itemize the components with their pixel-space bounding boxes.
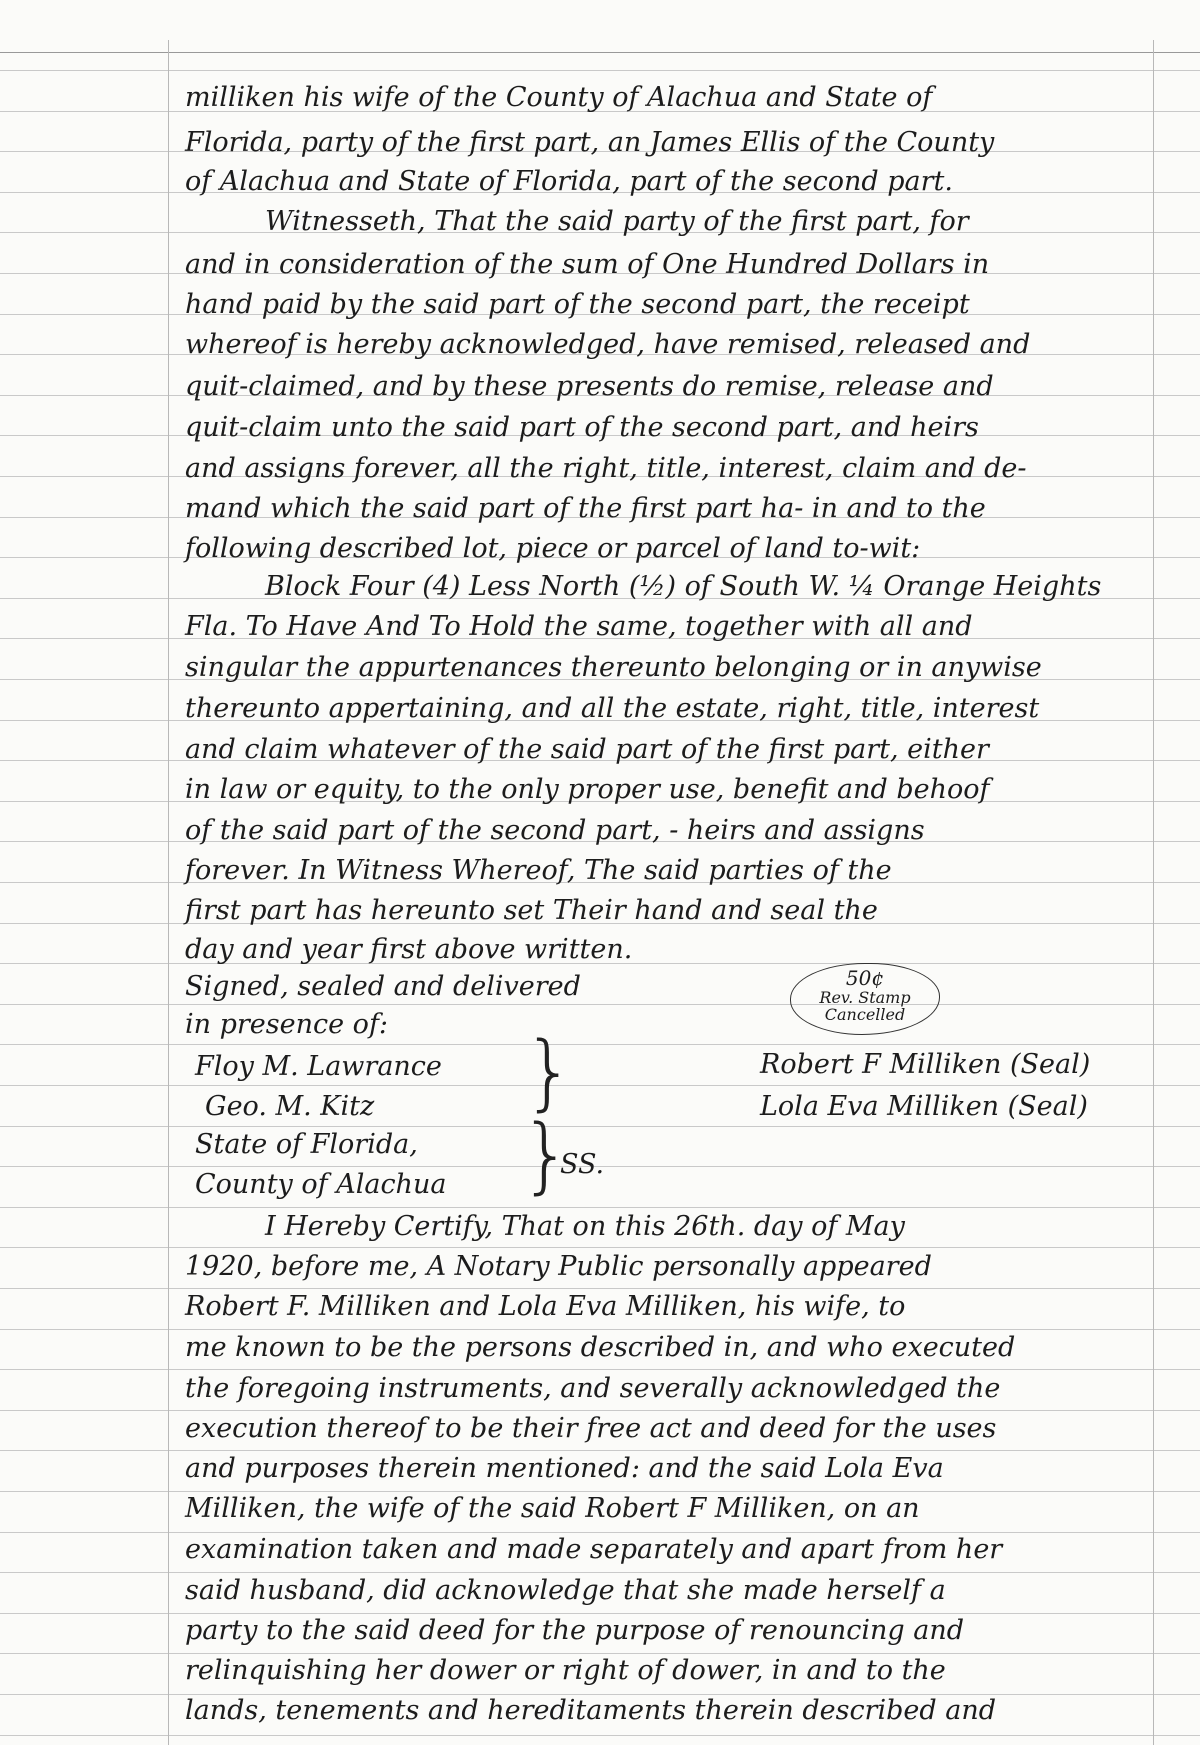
ruled-line: [0, 1450, 1200, 1451]
venue-county: County of Alachua: [195, 1169, 447, 1200]
stamp-amount: 50¢: [845, 966, 885, 990]
ruled-line: [0, 1126, 1200, 1127]
signature: Robert F Milliken (Seal): [760, 1049, 1091, 1080]
certificate-line: examination taken and made separately and apart from her: [185, 1534, 1003, 1565]
text-line: and in consideration of the sum of One Hundred Dollars in: [185, 249, 990, 280]
venue-ss: SS.: [560, 1149, 605, 1180]
text-line: Block Four (4) Less North (½) of South W. ¼ Orange Heights: [265, 571, 1102, 602]
ruled-line: [0, 1288, 1200, 1289]
text-line: singular the appurtenances thereunto belonging or in anywise: [185, 652, 1042, 683]
ruled-line: [0, 1369, 1200, 1370]
certificate-line: me known to be the persons described in, and who executed: [185, 1332, 1016, 1363]
text-line: and claim whatever of the said part of the first part, either: [185, 734, 989, 765]
text-line: Florida, party of the first part, an James Ellis of the County: [185, 127, 995, 158]
text-line: first part has hereunto set Their hand and seal the: [185, 895, 878, 926]
stamp-line2: Cancelled: [824, 1005, 906, 1024]
signature: Lola Eva Milliken (Seal): [760, 1091, 1088, 1122]
stamp-line1: Rev. Stamp: [819, 988, 911, 1007]
text-line: Witnesseth, That the said party of the first part, for: [265, 206, 969, 237]
venue-state: State of Florida,: [195, 1129, 418, 1160]
certificate-line: and purposes therein mentioned: and the said Lola Eva: [185, 1453, 944, 1484]
ruled-line: [0, 1735, 1200, 1736]
ruled-line: [0, 1044, 1200, 1045]
margin-line-left: [168, 40, 169, 1745]
certificate-line: Milliken, the wife of the said Robert F Milliken, on an: [185, 1493, 920, 1524]
ruled-line: [0, 1004, 1200, 1005]
text-line: forever. In Witness Whereof, The said parties of the: [185, 855, 892, 886]
text-line: hand paid by the said part of the second part, the receipt: [185, 289, 970, 320]
text-line: thereunto appertaining, and all the estate, right, title, interest: [185, 693, 1040, 724]
margin-line-right: [1153, 40, 1154, 1745]
text-line: of the said part of the second part, - heirs and assigns: [185, 815, 925, 846]
ruled-line: [0, 1207, 1200, 1208]
certificate-line: relinquishing her dower or right of dower, in and to the: [185, 1655, 946, 1686]
page-top-rule: [0, 52, 1200, 53]
text-line: in law or equity, to the only proper use, benefit and behoof: [185, 774, 990, 805]
certificate-line: party to the said deed for the purpose of renouncing and: [185, 1615, 965, 1646]
text-line: and assigns forever, all the right, title, interest, claim and de-: [185, 453, 1027, 484]
text-line: whereof is hereby acknowledged, have remised, released and: [185, 329, 1031, 360]
certificate-line: 1920, before me, A Notary Public personally appeared: [185, 1251, 932, 1282]
witness-bracket: }: [523, 1025, 576, 1120]
text-line: Fla. To Have And To Hold the same, together with all and: [185, 611, 973, 642]
ruled-line: [0, 1085, 1200, 1086]
text-line: of Alachua and State of Florida, part of the second part.: [185, 166, 953, 197]
venue-bracket: }: [520, 1108, 573, 1203]
text-line: day and year first above written.: [185, 934, 633, 965]
ruled-line: [0, 1410, 1200, 1411]
certificate-line: Robert F. Milliken and Lola Eva Milliken, his wife, to: [185, 1291, 906, 1322]
certificate-line: I Hereby Certify, That on this 26th. day of May: [265, 1211, 905, 1242]
certificate-line: execution thereof to be their free act and deed for the uses: [185, 1413, 997, 1444]
ruled-line: [0, 70, 1200, 71]
ruled-line: [0, 1247, 1200, 1248]
ruled-line: [0, 1329, 1200, 1330]
ruled-line: [0, 1572, 1200, 1573]
witness-name: Floy M. Lawrance: [195, 1051, 442, 1082]
text-line: Signed, sealed and delivered: [185, 971, 581, 1002]
text-line: in presence of:: [185, 1009, 389, 1040]
text-line: quit-claimed, and by these presents do remise, release and: [185, 371, 994, 402]
witness-name: Geo. M. Kitz: [205, 1091, 375, 1122]
certificate-line: the foregoing instruments, and severally acknowledged the: [185, 1373, 1001, 1404]
text-line: mand which the said part of the first part ha- in and to the: [185, 493, 986, 524]
text-line: milliken his wife of the County of Alachua and State of: [185, 82, 933, 113]
certificate-line: said husband, did acknowledge that she made herself a: [185, 1575, 946, 1606]
text-line: quit-claim unto the said part of the second part, and heirs: [185, 412, 979, 443]
text-line: following described lot, piece or parcel of land to-wit:: [185, 533, 921, 564]
certificate-line: lands, tenements and hereditaments therein described and: [185, 1695, 997, 1726]
